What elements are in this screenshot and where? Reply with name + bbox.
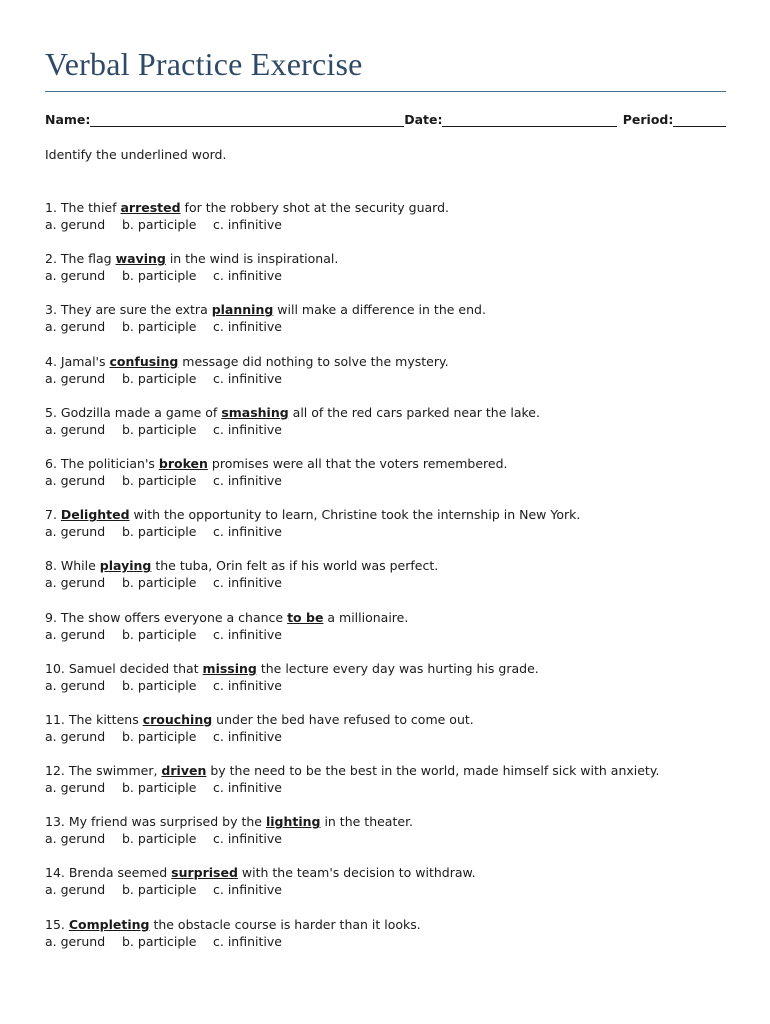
question-text-prefix: 6. The politician's [45,455,159,471]
question-text-prefix: 9. The show offers everyone a chance [45,609,288,625]
option-infinitive[interactable]: c. infinitive [213,882,282,898]
answer-options [45,472,745,489]
question-item [45,609,745,660]
option-gerund[interactable]: a. gerund [45,626,106,642]
answer-options [45,523,745,540]
option-gerund[interactable]: a. gerund [45,728,106,744]
option-participle[interactable]: b. participle [122,319,197,335]
question-text-suffix: under the bed have refused to come out. [212,711,474,727]
question-text-suffix: by the need to be the best in the world, made himself sick with anxiety. [206,763,660,779]
title-divider [45,91,726,92]
name-blank[interactable] [90,113,404,127]
answer-options [45,421,745,438]
question-stem [45,813,745,830]
option-infinitive[interactable]: c. infinitive [213,268,282,284]
instructions: Identify the underlined word. [45,147,227,162]
question-text-suffix: for the robbery shot at the security guard. [180,200,449,215]
option-infinitive[interactable]: c. infinitive [213,933,282,949]
answer-options [45,881,745,898]
option-participle[interactable]: b. participle [122,882,197,898]
question-text-suffix: message did nothing to solve the mystery. [178,353,449,369]
question-item [45,404,745,455]
question-text-suffix: in the theater. [320,814,414,830]
underlined-word: driven [161,763,207,779]
answer-options [45,318,745,335]
question-item [45,199,745,250]
option-participle[interactable]: b. participle [122,370,197,386]
option-infinitive[interactable]: c. infinitive [213,728,282,744]
option-participle[interactable]: b. participle [122,268,197,284]
option-participle[interactable]: b. participle [122,831,197,847]
answer-options [45,830,745,847]
question-stem [45,864,745,881]
underlined-word: to be [287,609,324,625]
question-text-suffix: the tuba, Orin felt as if his world was perfect. [151,558,439,574]
question-stem [45,660,745,677]
option-infinitive[interactable]: c. infinitive [213,831,282,847]
option-participle[interactable]: b. participle [122,217,197,232]
underlined-word: planning [211,302,274,318]
question-item [45,455,745,506]
underlined-word: surprised [171,865,238,881]
question-item [45,557,745,608]
period-label: Period: [622,112,674,127]
question-list [45,199,745,967]
underlined-word: Completing [68,916,150,932]
answer-options [45,574,745,591]
option-infinitive[interactable]: c. infinitive [213,421,282,437]
question-stem [45,506,745,523]
name-label: Name: [45,112,91,127]
question-stem [45,916,745,933]
underlined-word: arrested [120,200,181,215]
underlined-word: confusing [109,353,179,369]
option-gerund[interactable]: a. gerund [45,319,106,335]
period-blank[interactable] [673,113,726,127]
option-participle[interactable]: b. participle [122,677,197,693]
question-text-prefix: 11. The kittens [45,711,143,727]
option-participle[interactable]: b. participle [122,575,197,591]
option-gerund[interactable]: a. gerund [45,472,106,488]
answer-options [45,267,745,284]
question-text-prefix: 4. Jamal's [45,353,110,369]
option-participle[interactable]: b. participle [122,626,197,642]
student-info-line [45,112,726,127]
option-infinitive[interactable]: c. infinitive [213,626,282,642]
question-text-prefix: 14. Brenda seemed [45,865,172,881]
answer-options [45,728,745,745]
underlined-word: playing [99,558,152,574]
question-item [45,813,745,864]
answer-options [45,370,745,387]
question-text-prefix: 10. Samuel decided that [45,660,203,676]
option-gerund[interactable]: a. gerund [45,217,106,232]
question-text-suffix: will make a difference in the end. [273,302,486,318]
question-text-prefix: 3. They are sure the extra [45,302,212,318]
question-text-prefix: 5. Godzilla made a game of [45,404,222,420]
question-item [45,711,745,762]
option-infinitive[interactable]: c. infinitive [213,780,282,796]
option-participle[interactable]: b. participle [122,524,197,540]
option-participle[interactable]: b. participle [122,728,197,744]
date-label: Date: [404,112,443,127]
underlined-word: broken [158,455,208,471]
answer-options [45,933,745,950]
option-infinitive[interactable]: c. infinitive [213,472,282,488]
question-item [45,301,745,352]
option-infinitive[interactable]: c. infinitive [213,370,282,386]
question-stem [45,609,745,626]
option-infinitive[interactable]: c. infinitive [213,575,282,591]
question-text-prefix: 2. The flag [45,251,116,267]
option-participle[interactable]: b. participle [122,421,197,437]
question-text-suffix: with the team's decision to withdraw. [237,865,476,881]
option-gerund[interactable]: a. gerund [45,268,106,284]
answer-options [45,677,745,694]
question-stem [45,250,745,267]
question-stem [45,455,745,472]
option-gerund[interactable]: a. gerund [45,882,106,898]
option-gerund[interactable]: a. gerund [45,370,106,386]
underlined-word: crouching [142,711,213,727]
option-participle[interactable]: b. participle [122,933,197,949]
question-text-prefix: 7. [45,507,61,523]
option-gerund[interactable]: a. gerund [45,575,106,591]
question-stem [45,353,745,370]
option-gerund[interactable]: a. gerund [45,524,106,540]
option-gerund[interactable]: a. gerund [45,933,106,949]
option-gerund[interactable]: a. gerund [45,677,106,693]
question-stem [45,301,745,318]
question-item [45,762,745,813]
option-participle[interactable]: b. participle [122,472,197,488]
option-infinitive[interactable]: c. infinitive [213,677,282,693]
option-infinitive[interactable]: c. infinitive [213,524,282,540]
underlined-word: lighting [265,814,321,830]
question-item [45,353,745,404]
option-gerund[interactable]: a. gerund [45,780,106,796]
underlined-word: waving [115,251,166,267]
question-text-suffix: all of the red cars parked near the lake. [288,404,540,420]
question-text-suffix: with the opportunity to learn, Christine took the internship in New York. [129,507,581,523]
question-item [45,506,745,557]
question-stem [45,711,745,728]
question-text-prefix: 12. The swimmer, [45,763,162,779]
question-text-suffix: promises were all that the voters remembered. [207,455,508,471]
question-text-suffix: the lecture every day was hurting his grade. [256,660,539,676]
date-blank[interactable] [442,113,616,127]
question-text-prefix: 1. The thief [45,200,121,215]
question-text-suffix: the obstacle course is harder than it looks. [149,916,421,932]
answer-options [45,779,745,796]
question-text-suffix: a millionaire. [323,609,409,625]
page-title: Verbal Practice Exercise [45,46,363,82]
question-item [45,916,745,967]
question-stem [45,762,745,779]
question-text-prefix: 8. While [45,558,100,574]
question-text-prefix: 15. [45,916,69,932]
question-stem [45,404,745,421]
option-gerund[interactable]: a. gerund [45,421,106,437]
underlined-word: missing [202,660,257,676]
question-text-prefix: 13. My friend was surprised by the [45,814,266,830]
option-infinitive[interactable]: c. infinitive [213,217,282,232]
answer-options [45,216,745,233]
option-infinitive[interactable]: c. infinitive [213,319,282,335]
question-item [45,250,745,301]
question-item [45,864,745,915]
question-stem [45,557,745,574]
underlined-word: Delighted [60,507,130,523]
question-stem [45,199,745,216]
option-gerund[interactable]: a. gerund [45,831,106,847]
option-participle[interactable]: b. participle [122,780,197,796]
question-item [45,660,745,711]
question-text-suffix: in the wind is inspirational. [165,251,339,267]
underlined-word: smashing [221,404,289,420]
answer-options [45,626,745,643]
